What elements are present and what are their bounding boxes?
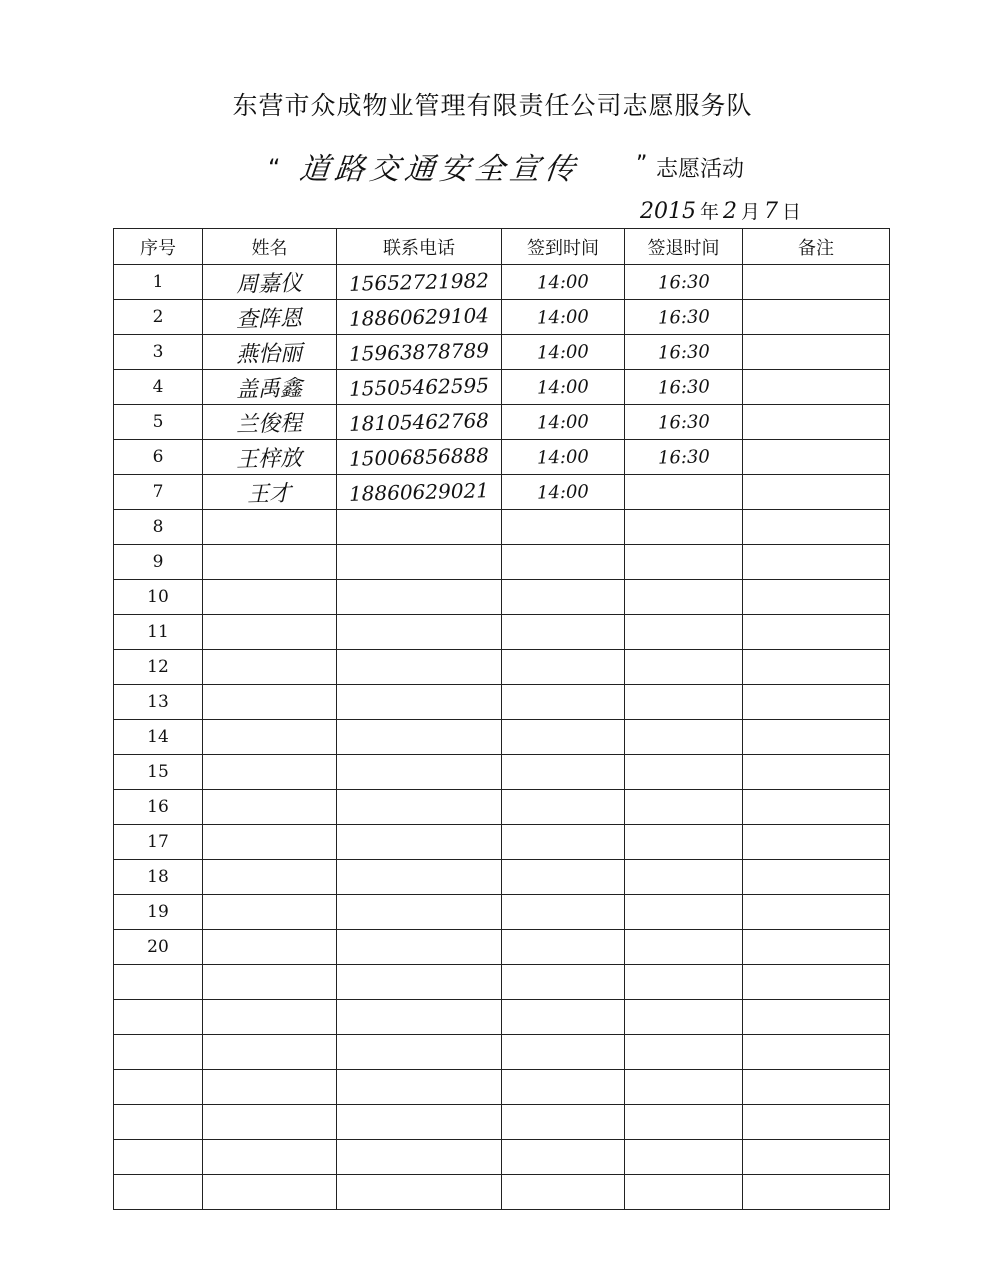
cell-seq-text: 13 [147,692,169,712]
cell-sign-in [502,1140,625,1175]
cell-note [743,1175,890,1210]
cell-name-text: 王才 [247,480,292,508]
activity-line [0,140,985,190]
date-month: 2 [723,199,738,224]
cell-phone [337,510,502,545]
cell-phone [337,790,502,825]
activity-name-handwritten: 道路交通安全宣传 [297,152,582,187]
cell-name [203,685,337,720]
cell-sign-in [502,265,625,300]
cell-note [743,860,890,895]
table-row [114,265,890,300]
table-header-row [114,229,890,265]
date-year: 2015 [640,199,696,224]
cell-seq-text: 5 [152,412,164,432]
cell-sign-in [502,440,625,475]
cell-note [743,755,890,790]
cell-phone [337,370,502,405]
cell-sign-out [625,1175,743,1210]
cell-note [743,615,890,650]
cell-seq-text: 3 [152,342,164,362]
table-row [114,440,890,475]
cell-phone-text: 18860629021 [348,478,490,506]
cell-note [743,790,890,825]
cell-name-text: 兰俊程 [236,410,303,438]
cell-sign-out [625,510,743,545]
cell-note [743,930,890,965]
cell-seq-text: 17 [147,832,169,852]
cell-seq [114,1140,203,1175]
cell-seq [114,1105,203,1140]
cell-phone [337,965,502,1000]
date-line [640,197,805,227]
table-row [114,860,890,895]
table-row [114,720,890,755]
cell-sign-in [502,335,625,370]
cell-phone [337,1105,502,1140]
cell-name-text: 盖禹鑫 [236,375,303,403]
document-title: 东营市众成物业管理有限责任公司志愿服务队 [232,91,753,120]
cell-name [203,720,337,755]
cell-phone [337,335,502,370]
table-row [114,1035,890,1070]
cell-sign-in [502,825,625,860]
cell-seq-text: 8 [152,517,164,537]
table-row [114,1105,890,1140]
cell-seq [114,790,203,825]
cell-name-text: 王梓放 [236,445,303,473]
cell-name [203,895,337,930]
table-row [114,930,890,965]
activity-close-quote: ” [636,152,648,177]
cell-sign-out [625,405,743,440]
cell-seq-text: 12 [147,657,169,677]
col-header-sign-in: 签到时间 [502,229,625,265]
cell-phone [337,580,502,615]
cell-sign-out-text: 16:30 [657,305,710,329]
cell-sign-out [625,720,743,755]
cell-phone-text: 15652721982 [348,268,490,296]
cell-seq-text: 19 [147,902,169,922]
cell-sign-out [625,300,743,335]
date-month-label: 月 [741,201,761,223]
cell-seq [114,580,203,615]
cell-sign-out [625,685,743,720]
cell-sign-in [502,895,625,930]
cell-sign-in [502,720,625,755]
cell-sign-out [625,1105,743,1140]
cell-seq [114,1035,203,1070]
cell-name [203,405,337,440]
cell-sign-out [625,1035,743,1070]
cell-name [203,965,337,1000]
activity-open-quote: “ [268,154,281,182]
cell-seq [114,650,203,685]
cell-seq [114,755,203,790]
cell-sign-out [625,1070,743,1105]
cell-sign-out-text: 16:30 [657,375,710,399]
date-year-label: 年 [700,201,720,223]
cell-sign-out [625,615,743,650]
table-row [114,1070,890,1105]
cell-seq [114,720,203,755]
cell-note [743,1035,890,1070]
cell-phone [337,1070,502,1105]
cell-sign-in-text: 14:00 [536,480,590,504]
cell-sign-out [625,545,743,580]
cell-note [743,720,890,755]
cell-note [743,1140,890,1175]
cell-sign-in-text: 14:00 [536,340,590,364]
cell-name [203,650,337,685]
cell-note [743,825,890,860]
cell-sign-out [625,265,743,300]
cell-phone [337,615,502,650]
cell-sign-in-text: 14:00 [536,445,590,469]
signin-table [113,228,890,1210]
table-row [114,685,890,720]
table-row [114,545,890,580]
cell-sign-in [502,300,625,335]
cell-sign-in [502,1105,625,1140]
cell-sign-out [625,790,743,825]
table-row [114,755,890,790]
cell-phone [337,825,502,860]
cell-phone [337,405,502,440]
cell-name [203,1105,337,1140]
col-header-note: 备注 [743,229,890,265]
cell-note [743,1000,890,1035]
cell-name [203,1035,337,1070]
cell-sign-in [502,370,625,405]
table-row [114,580,890,615]
cell-sign-in [502,930,625,965]
cell-seq-text: 9 [152,552,164,572]
cell-name [203,1175,337,1210]
cell-name [203,300,337,335]
cell-note [743,510,890,545]
cell-name [203,790,337,825]
cell-note [743,1070,890,1105]
table-row [114,650,890,685]
cell-sign-in-text: 14:00 [536,270,590,294]
cell-sign-out-text: 16:30 [657,340,710,364]
cell-name [203,860,337,895]
cell-name [203,510,337,545]
cell-seq [114,475,203,510]
table-row [114,475,890,510]
cell-seq-text: 18 [147,867,169,887]
cell-note [743,895,890,930]
cell-seq-text: 20 [147,937,169,957]
cell-seq-text: 14 [147,727,169,747]
cell-sign-in [502,790,625,825]
cell-phone [337,475,502,510]
cell-seq-text: 16 [147,797,169,817]
table-row [114,1000,890,1035]
cell-name [203,1070,337,1105]
cell-seq [114,405,203,440]
cell-note [743,685,890,720]
cell-seq [114,965,203,1000]
cell-name [203,335,337,370]
cell-note [743,580,890,615]
cell-sign-in [502,1070,625,1105]
cell-phone [337,685,502,720]
cell-note [743,545,890,580]
cell-seq [114,510,203,545]
cell-name [203,1140,337,1175]
cell-sign-out [625,930,743,965]
cell-seq [114,440,203,475]
cell-phone [337,1035,502,1070]
cell-seq [114,1070,203,1105]
table-row [114,825,890,860]
cell-phone [337,1000,502,1035]
cell-name [203,615,337,650]
cell-sign-out [625,965,743,1000]
cell-sign-in [502,1175,625,1210]
cell-name [203,1000,337,1035]
cell-name [203,545,337,580]
cell-name [203,825,337,860]
cell-name [203,930,337,965]
cell-seq [114,1175,203,1210]
table-row [114,965,890,1000]
cell-sign-in [502,580,625,615]
col-header-sign-out: 签退时间 [625,229,743,265]
cell-name-text: 查阵恩 [236,305,303,333]
table-row [114,300,890,335]
cell-sign-in-text: 14:00 [536,410,590,434]
cell-sign-in-text: 14:00 [536,375,590,399]
cell-seq-text: 11 [147,622,169,642]
cell-sign-in [502,510,625,545]
cell-seq [114,825,203,860]
cell-sign-out [625,1140,743,1175]
cell-seq-text: 10 [147,587,169,607]
cell-sign-out [625,825,743,860]
date-day: 7 [764,199,779,224]
cell-seq-text: 1 [152,272,164,292]
cell-seq-text: 6 [152,447,164,467]
cell-phone [337,300,502,335]
table-row [114,895,890,930]
cell-sign-out [625,335,743,370]
cell-phone [337,545,502,580]
cell-name [203,265,337,300]
table-row [114,335,890,370]
cell-phone [337,720,502,755]
cell-phone-text: 15963878789 [348,338,490,366]
cell-sign-out-text: 16:30 [657,270,710,294]
cell-seq [114,685,203,720]
cell-phone [337,860,502,895]
cell-note [743,965,890,1000]
cell-sign-in [502,475,625,510]
cell-sign-in [502,1035,625,1070]
cell-sign-in [502,965,625,1000]
cell-sign-out [625,370,743,405]
cell-note [743,475,890,510]
cell-sign-in [502,545,625,580]
cell-seq-text: 7 [152,482,164,502]
cell-phone [337,1175,502,1210]
cell-name [203,755,337,790]
cell-seq [114,930,203,965]
col-header-name: 姓名 [203,229,337,265]
cell-sign-out [625,895,743,930]
cell-seq [114,335,203,370]
cell-name-text: 周嘉仪 [236,270,303,298]
date-day-label: 日 [782,201,802,223]
cell-note [743,1105,890,1140]
cell-sign-out-text: 16:30 [657,410,710,434]
cell-seq [114,615,203,650]
cell-name [203,440,337,475]
cell-phone-text: 15006856888 [348,443,490,471]
cell-phone [337,930,502,965]
activity-suffix: 志愿活动 [656,157,745,182]
cell-name-text: 燕怡丽 [236,340,303,368]
cell-note [743,370,890,405]
cell-seq [114,265,203,300]
cell-sign-in [502,615,625,650]
table-row [114,405,890,440]
cell-note [743,265,890,300]
cell-phone [337,1140,502,1175]
table-row [114,790,890,825]
cell-sign-out [625,440,743,475]
cell-note [743,440,890,475]
cell-phone [337,650,502,685]
cell-sign-in [502,405,625,440]
cell-phone [337,895,502,930]
table-row [114,1140,890,1175]
table-row [114,615,890,650]
cell-seq-text: 2 [152,307,164,327]
cell-phone [337,755,502,790]
cell-seq [114,545,203,580]
cell-seq [114,1000,203,1035]
cell-sign-out [625,475,743,510]
cell-seq [114,370,203,405]
cell-phone [337,440,502,475]
cell-sign-in [502,860,625,895]
col-header-seq: 序号 [114,229,203,265]
cell-seq-text: 4 [152,377,164,397]
cell-phone-text: 18105462768 [348,408,490,436]
cell-name [203,370,337,405]
cell-note [743,300,890,335]
table-row [114,1175,890,1210]
table-row [114,510,890,545]
cell-name [203,475,337,510]
cell-sign-in [502,650,625,685]
cell-sign-out [625,650,743,685]
cell-note [743,335,890,370]
cell-seq-text: 15 [147,762,169,782]
cell-sign-in-text: 14:00 [536,305,590,329]
cell-sign-out [625,755,743,790]
cell-phone [337,265,502,300]
cell-seq [114,860,203,895]
cell-note [743,650,890,685]
cell-sign-out [625,1000,743,1035]
cell-phone-text: 15505462595 [348,373,490,401]
cell-sign-out-text: 16:30 [657,445,710,469]
cell-phone-text: 18860629104 [348,303,490,331]
cell-name [203,580,337,615]
cell-sign-out [625,860,743,895]
col-header-phone: 联系电话 [337,229,502,265]
cell-sign-in [502,755,625,790]
cell-seq [114,300,203,335]
cell-sign-out [625,580,743,615]
cell-sign-in [502,685,625,720]
cell-sign-in [502,1000,625,1035]
cell-seq [114,895,203,930]
cell-note [743,405,890,440]
table-row [114,370,890,405]
